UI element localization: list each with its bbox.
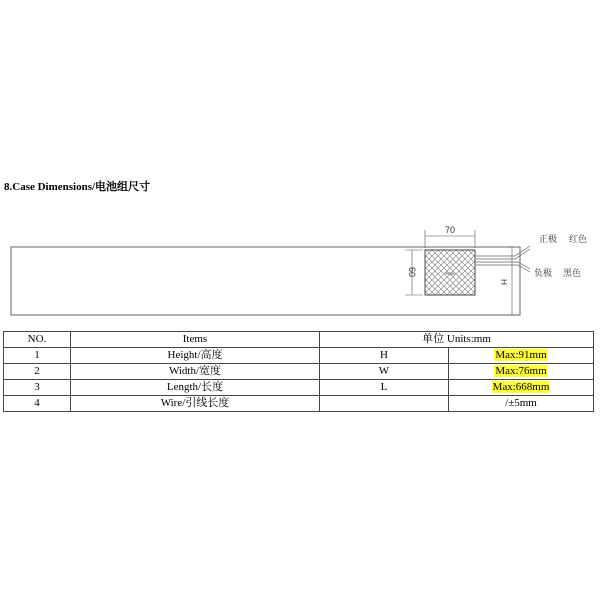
pcm-label: PCM xyxy=(445,271,455,276)
height-dim-text: 60 xyxy=(407,266,417,278)
header-units: 单位 Units:mm xyxy=(320,332,594,348)
header-no: NO. xyxy=(4,332,71,348)
header-items: Items xyxy=(71,332,320,348)
table-row xyxy=(4,348,594,364)
row-item: Width/宽度 xyxy=(71,364,320,380)
table-row xyxy=(4,396,594,412)
row-item: Wire/引线长度 xyxy=(71,396,320,412)
positive-label: 正极 xyxy=(539,234,558,244)
row-value: Max:76mm xyxy=(495,365,547,377)
row-item: Length/长度 xyxy=(71,380,320,396)
negative-label: 负极 xyxy=(534,268,553,278)
table-header-row xyxy=(4,332,594,348)
row-item: Height/高度 xyxy=(71,348,320,364)
negative-color-label: 黑色 xyxy=(563,268,582,278)
h-dim-text: H xyxy=(499,279,508,285)
row-no: 4 xyxy=(4,396,71,412)
table-row xyxy=(4,364,594,380)
row-symbol: W xyxy=(320,364,449,380)
row-symbol: L xyxy=(320,380,449,396)
section-title: 8.Case Dimensions/电池组尺寸 xyxy=(4,181,151,193)
dimensions-table xyxy=(3,331,594,412)
row-no: 1 xyxy=(4,348,71,364)
row-no: 3 xyxy=(4,380,71,396)
positive-color-label: 红色 xyxy=(569,234,588,244)
table-row xyxy=(4,380,594,396)
width-dim-text: 70 xyxy=(444,225,456,235)
row-no: 2 xyxy=(4,364,71,380)
row-symbol: H xyxy=(320,348,449,364)
row-value: /±5mm xyxy=(505,397,537,409)
row-symbol xyxy=(320,396,449,412)
row-value: Max:91mm xyxy=(495,349,547,361)
case-dimension-drawing xyxy=(0,220,600,320)
row-value: Max:668mm xyxy=(492,381,550,393)
